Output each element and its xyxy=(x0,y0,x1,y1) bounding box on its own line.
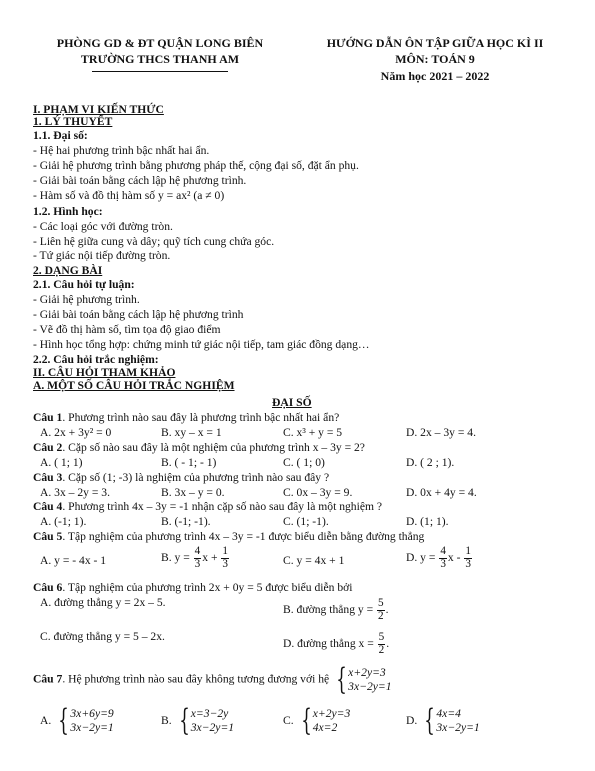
list-item: - Liên hệ giữa cung và dây; quỹ tích cung chứa góc. xyxy=(33,235,275,248)
option-b: B. (-1; -1). xyxy=(161,515,211,528)
option-d: D. { 4x=4 3x−2y=1 xyxy=(406,703,480,738)
brace-glyph: { xyxy=(58,703,70,738)
subsection-algebra: 1.1. Đại số: xyxy=(33,129,88,142)
question-text: . Tập nghiệm của phương trình 4x – 3y = -1 được biểu diễn bằng đường thẳng xyxy=(62,530,425,543)
brace-glyph: { xyxy=(300,703,312,738)
option-c: C. 0x – 3y = 9. xyxy=(283,486,353,499)
question-text: . Hệ phương trình nào sau đây không tương đương với hệ xyxy=(62,672,330,686)
list-item: - Hình học tổng hợp: chứng minh tứ giác nội tiếp, tam giác đồng dạng… xyxy=(33,338,370,351)
question-label: Câu 3 xyxy=(33,471,63,484)
list-item: - Tứ giác nội tiếp đường tròn. xyxy=(33,249,171,262)
fraction: $\frac{4}{3}$ xyxy=(194,545,201,570)
question-text: . Phương trình nào sau đây là phương trình bậc nhất hai ẩn? xyxy=(62,411,340,424)
question-6 xyxy=(33,581,352,596)
list-item: - Hàm số và đồ thị hàm số y = ax² (a ≠ 0) xyxy=(33,189,225,202)
list-item: - Giải hệ phương trình. xyxy=(33,293,140,306)
school-name: TRƯỜNG THCS THANH AM xyxy=(80,52,240,66)
department-name: PHÒNG GD & ĐT QUẬN LONG BIÊN xyxy=(56,36,264,50)
option-d: D. 2x – 3y = 4. xyxy=(406,426,476,439)
option-a: A. đường thẳng y = 2x – 5. xyxy=(40,596,166,609)
subsection-essay: 2.1. Câu hỏi tự luận: xyxy=(33,278,135,291)
question-text: . Tập nghiệm của phương trình 2x + 0y = 5 được biểu diễn bởi xyxy=(62,581,353,594)
subsection-multiple-choice: 2.2. Câu hỏi trắc nghiệm: xyxy=(33,353,159,366)
subject-label: MÔN: TOÁN 9 xyxy=(395,52,475,66)
list-item: - Giải bài toán bằng cách lập hệ phương trình. xyxy=(33,174,247,187)
question-3 xyxy=(33,471,329,486)
option-c: C. x³ + y = 5 xyxy=(283,426,343,439)
brace-glyph: { xyxy=(424,703,436,738)
option-d: D. (1; 1). xyxy=(406,515,449,528)
option-b: B. { x=3−2y 3x−2y=1 xyxy=(161,703,235,738)
section-title-reference: II. CÂU HỎI THAM KHẢO xyxy=(33,366,176,379)
question-label: Câu 5 xyxy=(33,530,63,543)
option-b: B. đường thẳng y = $\frac{5}{2}$ . xyxy=(283,597,389,622)
brace-glyph: { xyxy=(336,662,347,697)
fraction: $\frac{5}{2}$ xyxy=(378,631,385,656)
option-d: D. y = $\frac{4}{3}$ x - $\frac{1}{3}$ xyxy=(406,545,471,570)
fraction: $\frac{4}{3}$ xyxy=(440,545,446,570)
question-text: . Cặp số (1; -3) là nghiệm của phương trình nào sau đây ? xyxy=(62,471,330,484)
option-b: B. 3x – y = 0. xyxy=(161,486,225,499)
question-4 xyxy=(33,500,382,515)
section-title-types: 2. DẠNG BÀI xyxy=(33,264,103,277)
school-year: Năm học 2021 – 2022 xyxy=(380,69,490,83)
question-5 xyxy=(33,530,424,545)
option-c: C. { x+2y=3 4x=2 xyxy=(283,703,351,738)
option-a: A. { 3x+6y=9 3x−2y=1 xyxy=(40,703,114,738)
question-1 xyxy=(33,411,339,426)
question-label: Câu 7 xyxy=(33,672,63,686)
question-text: . Cặp số nào sau đây là một nghiệm của phương trình x – 3y = 2? xyxy=(62,441,365,454)
option-a: A. 3x – 2y = 3. xyxy=(40,486,110,499)
option-c: C. ( 1; 0) xyxy=(283,456,325,469)
reference-system: { x+2y=3 3x−2y=1 xyxy=(336,662,392,697)
option-d: D. ( 2 ; 1). xyxy=(406,456,455,469)
option-b: B. y = $\frac{4}{3}$ x + $\frac{1}{3}$ xyxy=(161,545,228,570)
header-underline xyxy=(92,71,228,72)
list-item: - Giải hệ phương trình bằng phương pháp thế, cộng đại số, đặt ẩn phụ. xyxy=(33,159,359,172)
option-d: D. 0x + 4y = 4. xyxy=(406,486,477,499)
option-a: A. (-1; 1). xyxy=(40,515,87,528)
list-item: - Giải bài toán bằng cách lập hệ phương trình xyxy=(33,308,244,321)
question-label: Câu 2 xyxy=(33,441,63,454)
question-7 xyxy=(33,662,392,697)
fraction: $\frac{1}{3}$ xyxy=(222,545,228,570)
option-a: A. 2x + 3y² = 0 xyxy=(40,426,112,439)
question-text: . Phương trình 4x – 3y = -1 nhận cặp số nào sau đây là một nghiệm ? xyxy=(62,500,383,513)
option-a: A. y = - 4x - 1 xyxy=(40,554,107,567)
document-title: HƯỚNG DẪN ÔN TẬP GIỮA HỌC KÌ II xyxy=(326,36,544,50)
list-item: - Vẽ đồ thị hàm số, tìm tọa độ giao điểm xyxy=(33,323,221,336)
option-a: A. ( 1; 1) xyxy=(40,456,83,469)
list-item: - Các loại góc với đường tròn. xyxy=(33,220,173,233)
section-title-theory: 1. LÝ THUYẾT xyxy=(33,115,113,128)
option-c: C. đường thẳng y = 5 – 2x. xyxy=(40,630,165,643)
question-label: Câu 6 xyxy=(33,581,63,594)
brace-glyph: { xyxy=(178,703,190,738)
option-b: B. xy – x = 1 xyxy=(161,426,222,439)
section-subtitle-mc: A. MỘT SỐ CÂU HỎI TRẮC NGHIỆM xyxy=(33,379,235,392)
question-label: Câu 4 xyxy=(33,500,63,513)
topic-algebra: ĐẠI SỐ xyxy=(272,396,312,409)
fraction: $\frac{5}{2}$ xyxy=(378,597,384,622)
option-c: C. (1; -1). xyxy=(283,515,329,528)
list-item: - Hệ hai phương trình bậc nhất hai ẩn. xyxy=(33,144,210,157)
question-2 xyxy=(33,441,365,456)
question-label: Câu 1 xyxy=(33,411,63,424)
option-c: C. y = 4x + 1 xyxy=(283,554,345,567)
option-b: B. ( - 1; - 1) xyxy=(161,456,217,469)
fraction: $\frac{1}{3}$ xyxy=(465,545,471,570)
section-title-scope: I. PHẠM VI KIẾN THỨC xyxy=(33,103,164,116)
option-d: D. đường thẳng x = $\frac{5}{2}$ . xyxy=(283,631,390,656)
subsection-geometry: 1.2. Hình học: xyxy=(33,205,103,218)
